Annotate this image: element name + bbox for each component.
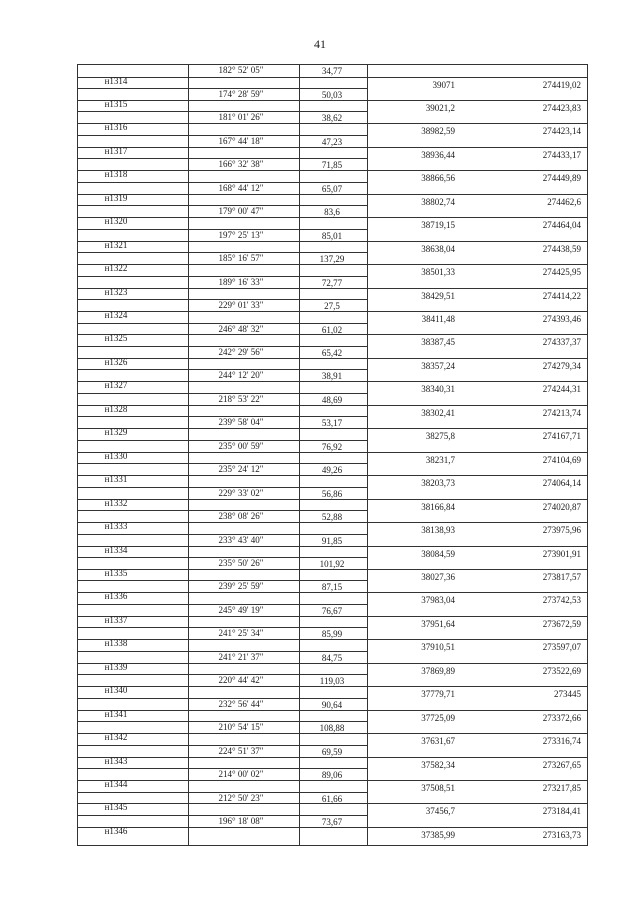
- point-label: н1334: [104, 544, 128, 555]
- x-coordinate-cell: 38429,51: [421, 290, 455, 301]
- angle-cell: 242° 29' 56": [218, 346, 264, 357]
- point-label: н1343: [104, 755, 128, 766]
- point-label: н1327: [104, 380, 128, 391]
- y-coordinate-cell: 274244,31: [542, 384, 581, 395]
- point-label: н1332: [104, 497, 128, 508]
- x-coordinate-cell: 38340,31: [421, 384, 455, 395]
- y-coordinate-cell: 274433,17: [542, 149, 581, 160]
- point-label: н1339: [104, 661, 128, 672]
- point-label: н1346: [104, 825, 128, 836]
- point-label: н1340: [104, 685, 128, 696]
- length-cell: 84,75: [321, 652, 343, 663]
- y-coordinate-cell: 273445: [554, 689, 581, 700]
- length-cell: 87,15: [321, 582, 343, 593]
- y-coordinate-cell: 273522,69: [542, 665, 581, 676]
- y-coordinate-cell: 273742,53: [542, 595, 581, 606]
- x-coordinate-cell: 38357,24: [421, 360, 455, 371]
- y-coordinate-cell: 274279,34: [542, 360, 581, 371]
- x-coordinate-cell: 39021,2: [425, 102, 455, 113]
- point-label: н1326: [104, 356, 128, 367]
- angle-cell: 239° 58' 04": [218, 417, 264, 428]
- point-label: н1317: [104, 145, 128, 156]
- length-cell: 65,07: [321, 183, 343, 194]
- y-coordinate-cell: 273372,66: [542, 712, 581, 723]
- angle-cell: 181° 01' 26": [218, 112, 264, 123]
- x-coordinate-cell: 38387,45: [421, 337, 455, 348]
- y-coordinate-cell: 274337,37: [542, 337, 581, 348]
- angle-cell: 233° 43' 40": [218, 534, 264, 545]
- x-coordinate-cell: 37456,7: [425, 806, 455, 817]
- y-coordinate-cell: 274414,22: [542, 290, 581, 301]
- length-cell: 85,99: [321, 629, 343, 640]
- x-coordinate-cell: 37385,99: [421, 829, 455, 840]
- length-cell: 73,67: [321, 816, 343, 827]
- x-coordinate-cell: 37582,34: [421, 759, 455, 770]
- length-cell: 91,85: [321, 535, 343, 546]
- y-coordinate-cell: 274064,14: [542, 478, 581, 489]
- point-label: н1316: [104, 122, 128, 133]
- y-coordinate-cell: 274213,74: [542, 407, 581, 418]
- angle-cell: 244° 12' 20": [218, 370, 264, 381]
- y-coordinate-cell: 274020,87: [542, 501, 581, 512]
- angle-cell: 182° 52' 05": [218, 65, 264, 75]
- x-coordinate-cell: 39071: [432, 79, 455, 90]
- point-label: н1321: [104, 239, 128, 250]
- point-label: н1328: [104, 403, 128, 414]
- angle-cell: 166° 32' 38": [218, 159, 264, 170]
- length-cell: 83,6: [324, 207, 340, 218]
- y-coordinate-cell: 273817,57: [542, 571, 581, 582]
- angle-cell: 235° 00' 59": [218, 440, 264, 451]
- length-cell: 49,26: [321, 465, 343, 476]
- length-cell: 90,64: [321, 699, 343, 710]
- x-coordinate-cell: 38231,7: [425, 454, 455, 465]
- length-cell: 69,59: [321, 746, 343, 757]
- angle-cell: 235° 24' 12": [218, 464, 264, 475]
- length-cell: 71,85: [321, 160, 343, 171]
- y-coordinate-cell: 274419,02: [542, 79, 581, 90]
- length-cell: 89,06: [321, 770, 343, 781]
- x-coordinate-cell: 38802,74: [421, 196, 455, 207]
- angle-cell: 241° 25' 34": [218, 628, 264, 639]
- angle-cell: 224° 51' 37": [218, 745, 264, 756]
- y-coordinate-cell: 274167,71: [542, 431, 581, 442]
- angle-cell: 241° 21' 37": [218, 651, 264, 662]
- angle-cell: 218° 53' 22": [218, 393, 264, 404]
- angle-cell: 229° 01' 33": [218, 300, 264, 311]
- x-coordinate-cell: 38501,33: [421, 267, 455, 278]
- angle-cell: 238° 08' 26": [218, 511, 264, 522]
- x-coordinate-cell: 38027,36: [421, 571, 455, 582]
- point-label: н1325: [104, 333, 128, 344]
- point-label: н1341: [104, 708, 128, 719]
- page-number: 41: [314, 37, 326, 51]
- y-coordinate-cell: 274438,59: [542, 243, 581, 254]
- coordinates-table: [77, 64, 588, 846]
- angle-cell: 168° 44' 12": [218, 182, 264, 193]
- x-coordinate-cell: 37508,51: [421, 783, 455, 793]
- x-coordinate-cell: 38638,04: [421, 243, 455, 254]
- x-coordinate-cell: 37725,09: [421, 712, 455, 723]
- y-coordinate-cell: 274393,46: [542, 314, 581, 324]
- point-label: н1330: [104, 450, 128, 461]
- length-cell: 34,77: [321, 66, 343, 76]
- y-coordinate-cell: 273184,41: [542, 806, 581, 817]
- length-cell: 50,03: [321, 90, 343, 100]
- y-coordinate-cell: 273597,07: [542, 642, 581, 653]
- x-coordinate-cell: 37983,04: [421, 595, 455, 606]
- point-label: н1320: [104, 216, 128, 227]
- point-label: н1333: [104, 521, 128, 532]
- x-coordinate-cell: 38936,44: [421, 149, 455, 160]
- length-cell: 101,92: [319, 559, 345, 569]
- x-coordinate-cell: 38166,84: [421, 501, 455, 512]
- angle-cell: 179° 00' 47": [218, 206, 264, 217]
- point-label: н1337: [104, 614, 128, 625]
- point-label: н1344: [104, 779, 128, 789]
- y-coordinate-cell: 274464,04: [542, 220, 581, 231]
- length-cell: 76,92: [321, 441, 343, 452]
- angle-cell: 235° 50' 26": [218, 558, 264, 568]
- angle-cell: 196° 18' 08": [218, 815, 264, 826]
- y-coordinate-cell: 274462,6: [547, 196, 581, 207]
- length-cell: 47,23: [321, 136, 343, 147]
- angle-cell: 229° 33' 02": [218, 487, 264, 498]
- angle-cell: 246° 48' 32": [218, 323, 264, 334]
- length-cell: 38,91: [321, 371, 343, 382]
- length-cell: 61,66: [321, 793, 343, 804]
- angle-cell: 239° 25' 59": [218, 581, 264, 592]
- length-cell: 38,62: [321, 113, 343, 124]
- length-cell: 52,88: [321, 512, 343, 523]
- x-coordinate-cell: 38982,59: [421, 126, 455, 137]
- point-label: н1329: [104, 427, 128, 438]
- x-coordinate-cell: 38275,8: [425, 431, 455, 442]
- length-cell: 53,17: [321, 418, 343, 429]
- length-cell: 72,77: [321, 277, 343, 288]
- x-coordinate-cell: 37631,67: [421, 736, 455, 747]
- x-coordinate-cell: 38302,41: [421, 407, 455, 418]
- point-label: н1336: [104, 591, 128, 602]
- point-label: н1315: [104, 98, 128, 109]
- y-coordinate-cell: 273267,65: [542, 759, 581, 770]
- y-coordinate-cell: 273217,85: [542, 783, 581, 793]
- x-coordinate-cell: 38203,73: [421, 478, 455, 489]
- x-coordinate-cell: 38866,56: [421, 173, 455, 184]
- y-coordinate-cell: 273316,74: [542, 736, 581, 747]
- angle-cell: 185° 16' 57": [218, 253, 264, 264]
- angle-cell: 245° 49' 19": [218, 604, 264, 615]
- y-coordinate-cell: 273672,59: [542, 618, 581, 629]
- angle-cell: 232° 56' 44": [218, 698, 264, 709]
- point-label: н1335: [104, 567, 128, 578]
- length-cell: 85,01: [321, 230, 343, 241]
- y-coordinate-cell: 274425,95: [542, 267, 581, 278]
- x-coordinate-cell: 38719,15: [421, 220, 455, 231]
- angle-cell: 167° 44' 18": [218, 135, 264, 146]
- point-label: н1323: [104, 286, 128, 297]
- angle-cell: 212° 50' 23": [218, 792, 264, 803]
- column-divider: [367, 64, 368, 846]
- angle-cell: 189° 16' 33": [218, 276, 264, 287]
- point-label: н1324: [104, 310, 128, 320]
- point-label: н1319: [104, 192, 128, 203]
- y-coordinate-cell: 274104,69: [542, 454, 581, 465]
- length-cell: 56,86: [321, 488, 343, 499]
- angle-cell: 220° 44' 42": [218, 675, 264, 686]
- point-label: н1345: [104, 802, 128, 813]
- y-coordinate-cell: 273163,73: [542, 829, 581, 840]
- x-coordinate-cell: 38138,93: [421, 525, 455, 536]
- point-label: н1338: [104, 638, 128, 649]
- y-coordinate-cell: 273975,96: [542, 525, 581, 536]
- length-cell: 119,03: [319, 676, 345, 687]
- point-label: н1342: [104, 732, 128, 743]
- angle-cell: 174° 28' 59": [218, 89, 264, 99]
- x-coordinate-cell: 38084,59: [421, 548, 455, 559]
- length-cell: 76,67: [321, 605, 343, 616]
- x-coordinate-cell: 38411,48: [421, 314, 455, 324]
- y-coordinate-cell: 274449,89: [542, 173, 581, 184]
- point-label: н1331: [104, 474, 128, 485]
- point-label: н1318: [104, 169, 128, 180]
- y-coordinate-cell: 274423,14: [542, 126, 581, 137]
- point-label: н1322: [104, 263, 128, 274]
- angle-cell: 214° 00' 02": [218, 769, 264, 780]
- x-coordinate-cell: 37951,64: [421, 618, 455, 629]
- length-cell: 65,42: [321, 347, 343, 358]
- y-coordinate-cell: 273901,91: [542, 548, 581, 559]
- length-cell: 137,29: [319, 254, 345, 265]
- length-cell: 61,02: [321, 324, 343, 335]
- length-cell: 27,5: [324, 301, 340, 312]
- y-coordinate-cell: 274423,83: [542, 102, 581, 113]
- angle-cell: 210° 54' 15": [218, 722, 264, 733]
- x-coordinate-cell: 37779,71: [421, 689, 455, 700]
- x-coordinate-cell: 37910,51: [421, 642, 455, 653]
- length-cell: 48,69: [321, 394, 343, 405]
- angle-cell: 197° 25' 13": [218, 229, 264, 240]
- point-label: н1314: [104, 75, 128, 86]
- x-coordinate-cell: 37869,89: [421, 665, 455, 676]
- length-cell: 108,88: [319, 723, 345, 734]
